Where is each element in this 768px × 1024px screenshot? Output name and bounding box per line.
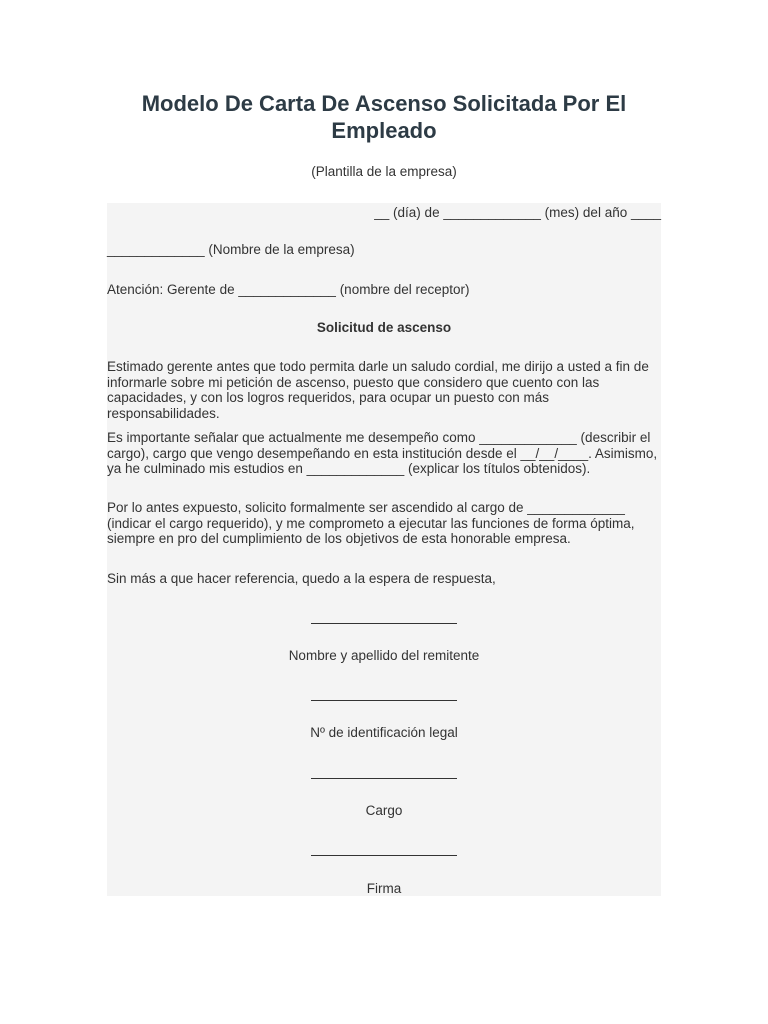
field-legal-id: Nº de identificación legal: [310, 725, 458, 740]
date-line: __ (día) de _____________ (mes) del año ____: [374, 205, 661, 220]
paragraph-current-position: Es importante señalar que actualmente me desempeño como _____________ (describir el cargo), cargo que vengo desempeñando en esta institución desde el __/__/____. Asimismo, ya he culminado mis estudios en _____________ (explicar los títulos obtenidos).: [107, 430, 658, 476]
letter-subject: Solicitud de ascenso: [316, 320, 452, 335]
field-sender-name: Nombre y apellido del remitente: [288, 648, 480, 663]
attention-line: Atención: Gerente de _____________ (nombre del receptor): [107, 282, 470, 297]
signature-line-name: [311, 623, 457, 624]
company-line: _____________ (Nombre de la empresa): [107, 242, 355, 257]
field-signature: Firma: [366, 881, 402, 896]
paragraph-greeting: Estimado gerente antes que todo permita darle un saludo cordial, me dirijo a usted a fin de informarle sobre mi petición de ascenso, puesto que considero que cuento con las capacidades, y con los logros requeridos, para ocupar un puesto con más responsabilidades.: [107, 359, 649, 421]
page-title: Modelo De Carta De Ascenso Solicitada Por El Empleado: [141, 91, 627, 143]
field-position: Cargo: [365, 803, 403, 818]
closing-line: Sin más a que hacer referencia, quedo a la espera de respuesta,: [107, 571, 496, 586]
signature-line-signature: [311, 855, 457, 856]
page-subtitle: (Plantilla de la empresa): [311, 164, 457, 179]
signature-line-id: [311, 700, 457, 701]
signature-line-position: [311, 778, 457, 779]
letter-body: [107, 203, 661, 896]
paragraph-request: Por lo antes expuesto, solicito formalmente ser ascendido al cargo de _____________ (indicar el cargo requerido), y me comprometo a ejecutar las funciones de forma óptima, siempre en pro del cumplimiento de los objetivos de esta honorable empresa.: [107, 500, 635, 546]
